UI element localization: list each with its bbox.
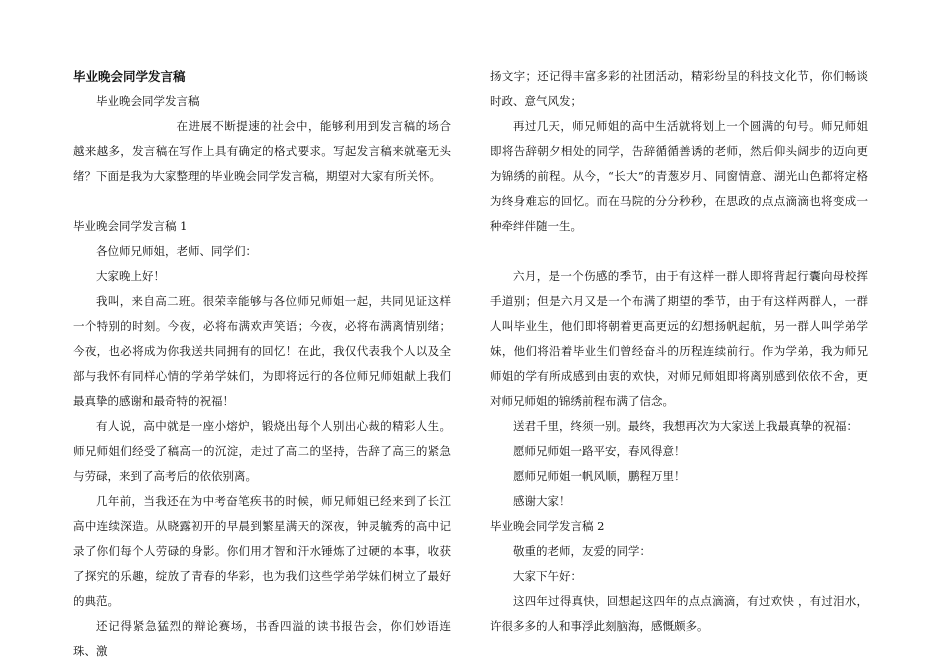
document-title: 毕业晚会同学发言稿 (73, 69, 186, 84)
body-paragraph: 有人说，高中就是一座小熔炉，锻烧出每个人别出心裁的精彩人生。师兄师姐们经受了稿高一的沉淀，走过了高二的坚持，告辞了高三的紧急与劳碌，来到了高考后的依依别离。 (73, 419, 451, 483)
body-paragraph: 送君千里，终须一别。最终，我想再次为大家送上我最真挚的祝福： (513, 419, 858, 433)
salutation: 各位师兄师姐，老师、同学们： (96, 244, 257, 258)
continued-paragraph: 扬文字；还记得丰富多彩的社团活动，精彩纷呈的科技文化节，你们畅谈时政、意气风发； (490, 69, 868, 108)
wish-line: 愿师兄师姐一帆风顺，鹏程万里！ (513, 469, 686, 483)
body-paragraph: 这四年过得真快，回想起这四年的点点滴滴，有过欢快 ，有过泪水，许很多多的人和事浮此刻脑海，感慨颇多。 (490, 594, 868, 633)
greeting: 大家晚上好！ (96, 269, 165, 283)
thanks-line: 感谢大家！ (513, 494, 571, 508)
intro-paragraph: 在进展不断提速的社会中，能够利用到发言稿的场合越来越多，发言稿在写作上具有确定的格式要求。写起发言稿来就毫无头绪？下面是我为大家整理的毕业晚会同学发言稿，期望对大家有所关怀。 (73, 119, 451, 183)
subtitle: 毕业晚会同学发言稿 (96, 94, 200, 108)
greeting: 大家下午好： (513, 569, 582, 583)
body-paragraph: 几年前，当我还在为中考奋笔疾书的时候，师兄师姐已经来到了长江高中连续深造。从晓露初开的早晨到繁星满天的深夜，钟灵毓秀的高中记录了你们每个人劳碌的身影。你们用才智和汗水锤炼了过硬的本事，收获了探究的乐趣，绽放了青春的华彩，也为我们这些学弟学妹们树立了最好的典范。 (73, 494, 451, 608)
body-paragraph: 再过几天，师兄师姐的高中生活就将划上一个圆满的句号。师兄师姐即将告辞朝夕相处的同学，告辞循循善诱的老师，然后仰头阔步的迈向更为锦绣的前程。从今，“长大”的青葱岁月、同窗情意、湖光山色都将定格为终身难忘的回忆。而在马院的分分秒秒，在思政的点点滴滴也将变成一种牵绊伴随一生。 (490, 119, 868, 233)
left-column (73, 64, 451, 664)
body-paragraph: 我叫，来自高二班。很荣幸能够与各位师兄师姐一起，共同见证这样一个特别的时刻。今夜，必将布满欢声笑语；今夜，必将布满离情别绪；今夜，也必将成为你我送共同拥有的回忆！在此，我仅代表我个人以及全部与我怀有同样心情的学弟学妹们，为即将远行的各位师兄师姐献上我们最真挚的感谢和最奇特的祝福！ (73, 294, 451, 408)
section-heading-2: 毕业晚会同学发言稿 2 (490, 519, 605, 533)
body-paragraph: 还记得紧急猛烈的辩论赛场，书香四溢的读书报告会，你们妙语连珠、激 (73, 619, 451, 658)
wish-line: 愿师兄师姐一路平安，春风得意！ (513, 444, 686, 458)
salutation: 敬重的老师，友爱的同学： (513, 544, 651, 558)
section-heading-1: 毕业晚会同学发言稿 1 (73, 219, 188, 233)
spacer (490, 239, 868, 264)
body-paragraph: 六月，是一个伤感的季节，由于有这样一群人即将背起行囊向母校挥手道别；但是六月又是一个布满了期望的季节，由于有这样两群人，一群人叫毕业生，他们即将朝着更高更远的幻想扬帆起航，另一群人叫学弟学妹，他们将沿着毕业生们曾经奋斗的历程连续前行。作为学弟，我为师兄师姐的学有所成感到由衷的欢快，对师兄师姐即将离别感到依依不舍，更对师兄师姐的锦绣前程布满了信念。 (490, 269, 868, 408)
spacer (73, 189, 451, 214)
right-column (490, 64, 868, 639)
